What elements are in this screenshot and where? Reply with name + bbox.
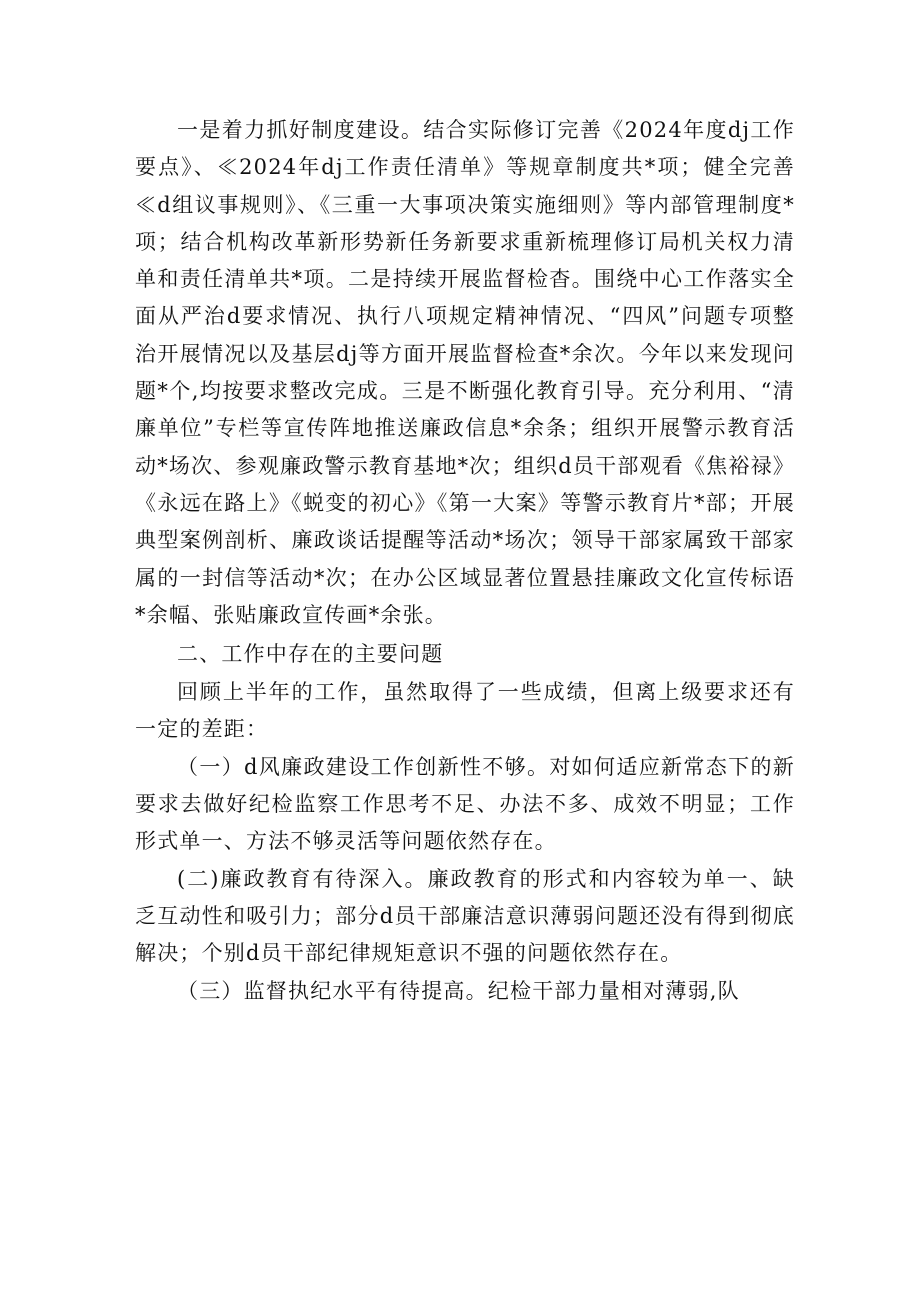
body-paragraph: 一是着力抓好制度建设。结合实际修订完善《2024年度dj工作要点》、≪2024年dj工作责任清单》等规章制度共*项；健全完善≪d组议事规则》、《三重一大事项决策实施细则》等内部管理制度*项；结合机构改革新形势新任务新要求重新梳理修订局机关权力清单和责任清单共*项。二是持续开展监督检杳。围绕中心工作落实全面从严治d要求情况、执行八项规定精神情况、“四风”问题专项整治开展情况以及基层dj等方面开展监督检查*余次。今年以来发现问题*个,均按要求整改完成。三是不断强化教育引导。充分利用、“清廉单位”专栏等宣传阵地推送廉政信息*余条；组织开展警示教育活动*场次、参观廉政警示教育基地*次；组织d员干部观看《焦裕禄》《永远在路上》《蜕变的初心》《第一大案》等警示教育片*部；开展典型案例剖析、廉政谈话提醒等活动*场次；领导干部家属致干部家属的一封信等活动*次；在办公区域显著位置悬挂廉政文化宣传标语*余幅、张贴廉政宣传画*余张。 <box>135 118 795 627</box>
document-body <box>135 112 795 1010</box>
problem-item-3: （三）监督执纪水平有待提高。纪检干部力量相对薄弱,队 <box>177 978 740 1003</box>
section-heading: 二、工作中存在的主要问题 <box>177 642 444 667</box>
intro-paragraph: 回顾上半年的工作，虽然取得了一些成绩，但离上级要求还有一定的差距： <box>135 680 795 742</box>
problem-item-1: （一）d风廉政建设工作创新性不够。对如何适应新常态下的新要求去做好纪检监察工作思考不足、办法不多、成效不明显；工作形式单一、方法不够灵活等问题依然存在。 <box>135 754 795 854</box>
problem-item-2: (二)廉政教育有待深入。廉政教育的形式和内容较为单一、缺乏互动性和吸引力；部分d员干部廉洁意识薄弱问题还没有得到彻底解决；个别d员干部纪律规矩意识不强的问题依然存在。 <box>135 866 795 966</box>
